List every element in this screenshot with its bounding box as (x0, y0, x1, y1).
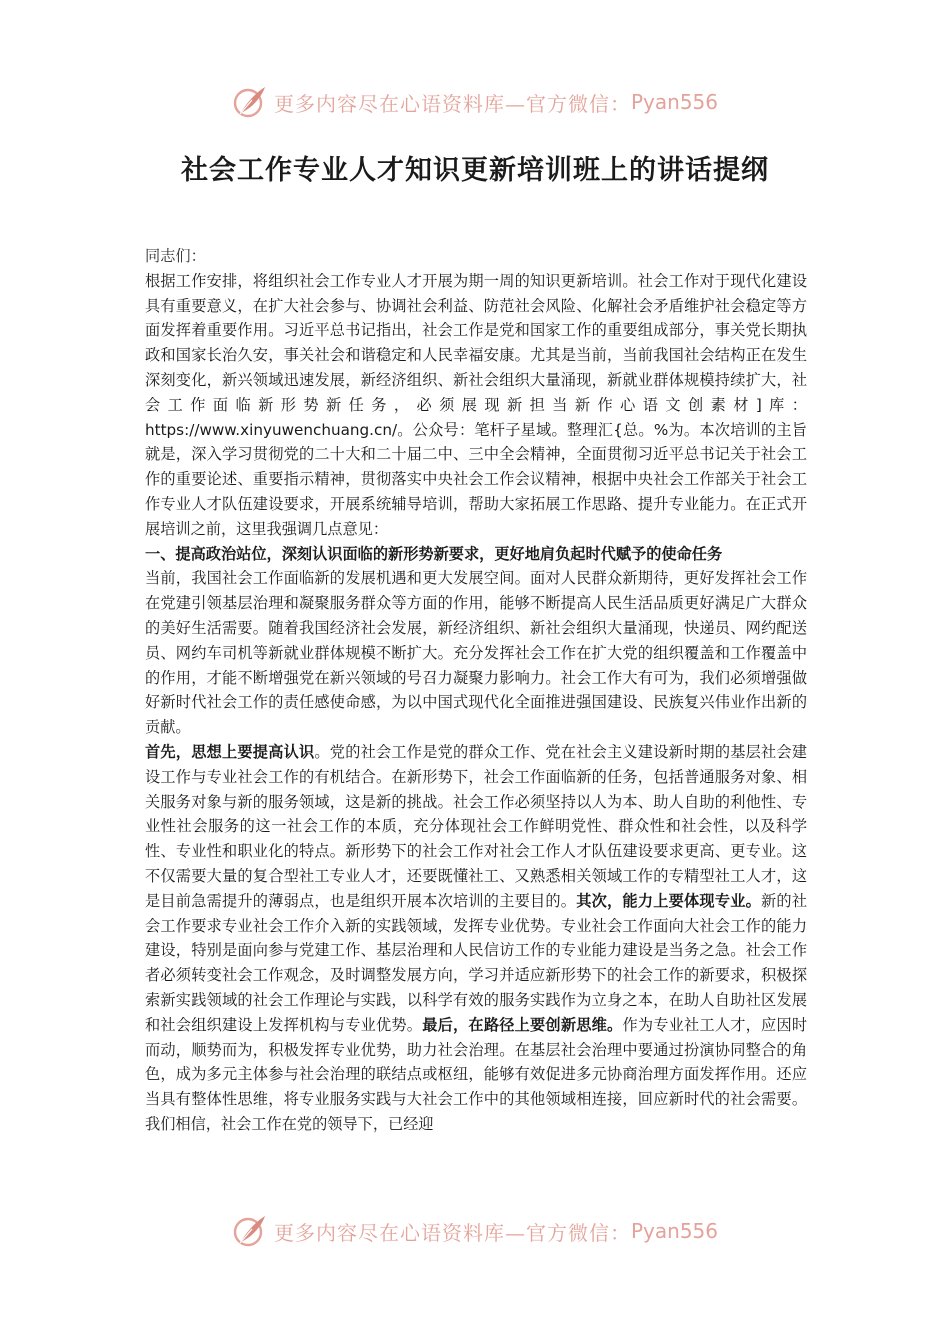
watermark-text: 更多内容尽在心语资料库—官方微信： (273, 91, 631, 116)
text-second: 新的社会工作要求专业社会工作介入新的实践领域，发挥专业优势。专业社会工作面向大社会工作的能力建设，特别是面向参与党建工作、基层治理和人民信访工作的专业能力建设是当务之急。社会工作者必须转变社会工作观念，及时调整发展方向，学习并适应新形势下的社会工作的新要求，积极探索新实践领域的社会工作理论与实践，以科学有效的服务实践作为立身之本，在助人自助社区发展和社会组织建设上发挥机构与专业优势。 (145, 891, 808, 1034)
watermark-banner-bottom (0, 1211, 950, 1251)
lead-first: 首先，思想上要提高认识 (145, 742, 315, 761)
watermark-handle: Pyan556 (630, 90, 718, 114)
section-1-paragraph-1: 当前，我国社会工作面临新的发展机遇和更大发展空间。面对人民群众新期待，更好发挥社会工作在党建引领基层治理和凝聚服务群众等方面的作用，能够不断提高人民生活品质更好满足广大群众的美好生活需要。随着我国经济社会发展，新经济组织、新社会组织大量涌现，快递员、网约配送员、网约车司机等新就业群体规模不断扩大。充分发挥社会工作在扩大党的组织覆盖和工作覆盖中的作用，才能不断增强党在新兴领域的号召力凝聚力影响力。社会工作大有可为，我们必须增强做好新时代社会工作的责任感使命感，为以中国式现代化全面推进强国建设、民族复兴伟业作出新的贡献。 (145, 569, 807, 737)
document-title: 社会工作专业人才知识更新培训班上的讲话提纲 (181, 155, 769, 186)
watermark-banner-top (0, 82, 950, 122)
feather-pen-icon (232, 84, 268, 120)
text-first: 。党的社会工作是党的群众工作、党在社会主义建设新时期的基层社会建设工作与专业社会工作的有机结合。在新形势下，社会工作面临新的任务，包括普通服务对象、相关服务对象与新的服务领域，这是新的挑战。社会工作必须坚持以人为本、助人自助的利他性、专业性社会服务的这一社会工作的本质，充分体现社会工作鲜明党性、群众性和社会性，以及科学性、专业性和职业化的特点。新形势下的社会工作对社会工作人才队伍建设要求更高、更专业。这不仅需要大量的复合型社工专业人才，还要既懂社工、又熟悉相关领域工作的专精型社工人才，这是目前急需提升的薄弱点，也是组织开展本次培训的主要目的。 (145, 742, 808, 910)
section-1-paragraph-2 (145, 740, 807, 1137)
lead-second: 其次，能力上要体现专业。 (576, 891, 762, 910)
watermark-text: 更多内容尽在心语资料库—官方微信： (273, 1220, 631, 1245)
lead-third: 最后，在路径上要创新思维。 (422, 1015, 623, 1034)
watermark-handle: Pyan556 (630, 1219, 718, 1243)
feather-pen-icon (232, 1213, 268, 1249)
text-third: 作为专业社工人才，应因时而动，顺势而为，积极发挥专业优势，助力社会治理。在基层社会治理中要通过扮演协同整合的角色，成为多元主体参与社会治理的联结点或枢纽，能够有效促进多元协商治理方面发挥作用。还应当具有整体性思维，将专业服务实践与大社会工作中的其他领域相连接，回应新时代的社会需要。我们相信，社会工作在党的领导下，已经迎 (145, 1015, 808, 1133)
greeting: 同志们： (145, 247, 206, 265)
section-heading-1: 一、提高政治站位，深刻认识面临的新形势新要求，更好地肩负起时代赋予的使命任务 (145, 544, 723, 563)
intro-paragraph: 根据工作安排，将组织社会工作专业人才开展为期一周的知识更新培训。社会工作对于现代化建设具有重要意义，在扩大社会参与、协调社会利益、防范社会风险、化解社会矛盾维护社会稳定等方面发挥着重要作用。习近平总书记指出，社会工作是党和国家工作的重要组成部分，事关党长期执政和国家长治久安，事关社会和谐稳定和人民幸福安康。尤其是当前，当前我国社会结构正在发生深刻变化，新兴领域迅速发展，新经济组织、新社会组织大量涌现，新就业群体规模持续扩大，社会工作面临新形势新任务，必须展现新担当新作心语文创素材]库：https://www.xinyuwenchuang.cn/。公众号：笔杆子星域。整理汇{总。%为。本次培训的主旨就是，深入学习贯彻党的二十大和二十届二中、三中全会精神，全面贯彻习近平总书记关于社会工作的重要论述、重要指示精神，贯彻落实中央社会工作会议精神，根据中央社会工作部关于社会工作专业人才队伍建设要求，开展系统辅导培训，帮助大家拓展工作思路、提升专业能力。在正式开展培训之前，这里我强调几点意见： (145, 271, 807, 538)
document-body (145, 244, 807, 1137)
